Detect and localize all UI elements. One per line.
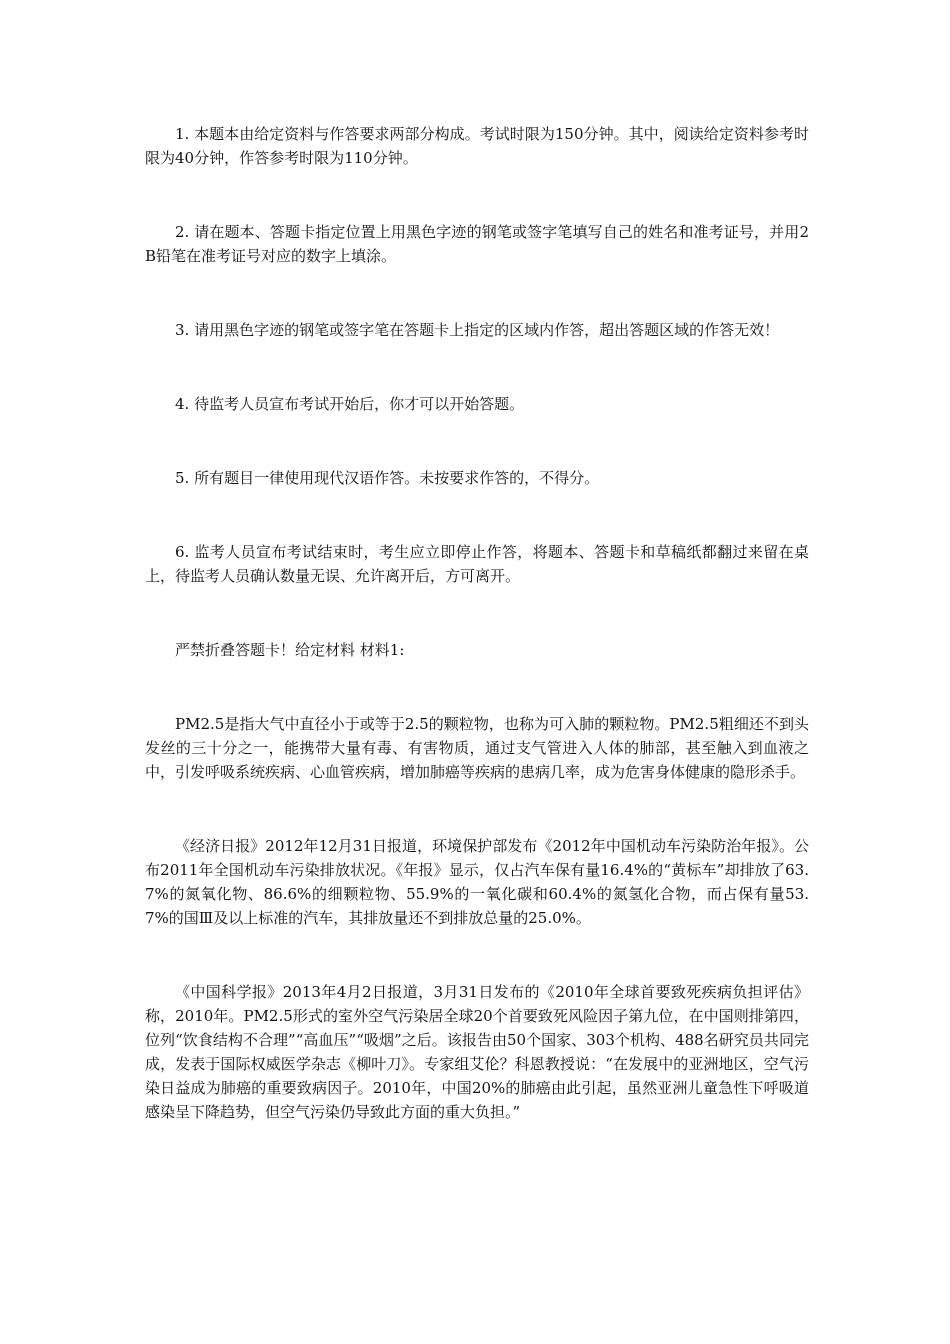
- material-paragraph-science-news: 《中国科学报》2013年4月2日报道，3月31日发布的《2010年全球首要致死疾病负担评估》称，2010年。PM2.5形式的室外空气污染居全球20个首要致死风险因子第九位，在中国则排第四，位列“饮食结构不合理”“高血压”“吸烟”之后。该报告由50个国家、303个机构、488名研究员共同完成，发表于国际权威医学杂志《柳叶刀》。专家组艾伦？科恩教授说：“在发展中的亚洲地区，空气污染日益成为肺癌的重要致病因子。2010年，中国20%的肺癌由此引起，虽然亚洲儿童急性下呼吸道感染呈下降趋势，但空气污染仍导致此方面的重大负担。”: [145, 983, 809, 1121]
- instruction-4: 4. 待监考人员宣布考试开始后，你才可以开始答题。: [175, 395, 525, 413]
- document-page: [145, 122, 809, 1124]
- instruction-3: 3. 请用黑色字迹的钢笔或签字笔在答题卡上指定的区域内作答，超出答题区域的作答无效！: [175, 321, 780, 339]
- instruction-5: 5. 所有题目一律使用现代汉语作答。未按要求作答的，不得分。: [175, 469, 600, 487]
- material-paragraph-economic-daily: 《经济日报》2012年12月31日报道，环境保护部发布《2012年中国机动车污染防治年报》。公布2011年全国机动车污染排放状况。《年报》显示，仅占汽车保有量16.4%的“黄标车”却排放了63.7%的氮氧化物、86.6%的细颗粒物、55.9%的一氧化碳和60.4%的氮氢化合物，而占保有量53.7%的国Ⅲ及以上标准的汽车，其排放量还不到排放总量的25.0%。: [145, 837, 809, 927]
- instruction-1: 1. 本题本由给定资料与作答要求两部分构成。考试时限为150分钟。其中，阅读给定资料参考时限为40分钟，作答参考时限为110分钟。: [145, 125, 809, 167]
- instruction-2: 2. 请在题本、答题卡指定位置上用黑色字迹的钢笔或签字笔填写自己的姓名和准考证号，并用2B铅笔在准考证号对应的数字上填涂。: [145, 223, 809, 265]
- material-paragraph-pm25: PM2.5是指大气中直径小于或等于2.5的颗粒物，也称为可入肺的颗粒物。PM2.5粗细还不到头发丝的三十分之一，能携带大量有毒、有害物质，通过支气管进入人体的肺部，甚至触入到血液之中，引发呼吸系统疾病、心血管疾病，增加肺癌等疾病的患病几率，成为危害身体健康的隐形杀手。: [145, 715, 809, 781]
- material-heading: 严禁折叠答题卡！给定材料 材料1:: [175, 641, 405, 659]
- instruction-6: 6. 监考人员宣布考试结束时，考生应立即停止作答，将题本、答题卡和草稿纸都翻过来留在桌上，待监考人员确认数量无误、允许离开后，方可离开。: [145, 543, 809, 585]
